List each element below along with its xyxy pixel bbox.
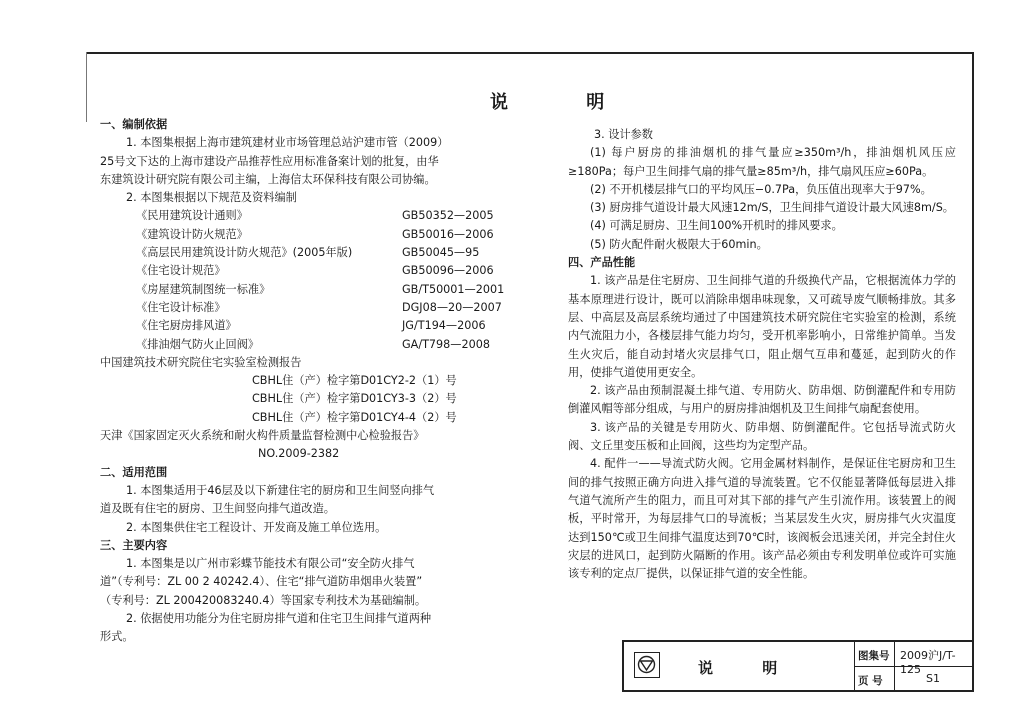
paragraph-line: （专利号：ZL 200420083240.4）等国家专利技术为基础编制。 (100, 593, 427, 607)
reports-list (100, 372, 510, 427)
standard-name: 《住宅设计标准》 (136, 300, 226, 314)
param-item: (2) 不开机楼层排气口的平均风压−0.7Pa，负压值出现率大于97%。 (590, 182, 932, 196)
standard-name: 《排油烟气防火止回阀》 (136, 337, 260, 351)
institute-logo-icon (634, 652, 660, 678)
page-title: 说 明 (490, 92, 641, 113)
paragraph-line: 1. 本图集适用于46层及以下新建住宅的厨房和卫生间竖向排气 (126, 483, 435, 497)
param-item: (4) 可满足厨房、卫生间100%开机时的排风要求。 (590, 219, 843, 233)
standard-code: GA/T798—2008 (402, 337, 490, 351)
param-item: (5) 防火配件耐火极限大于60min。 (590, 237, 768, 251)
drawing-name: 说 明 (698, 659, 800, 677)
standard-row (100, 244, 510, 262)
section-heading-scope: 二、适用范围 (100, 465, 168, 479)
performance-paragraph: 4. 配件一——导流式防火阀。它用金属材料制作，是保证住宅厨房和卫生间的排气按照正确方向进入排气道的导流装置。它不仅能显著降低每层进入排气道气流所产生的阻力，而且可对其下部的排气产生引流作用。该装置上的阀板，平时常开，为每层排气口的导流板；当某层发生火灾，厨房排气火灾温度达到150℃或卫生间排气温度达到70℃时，该阀板会迅速关闭，并完全封住火灾层的进风口，起到防火隔断的作用。该产品必须由专利发明单位或许可实施该专利的定点厂提供，以保证排气道的安全性能。 (568, 457, 956, 581)
standard-code: GB50016—2006 (402, 227, 494, 241)
standard-code: DGJ08—20—2007 (402, 300, 502, 314)
standard-name: 《民用建筑设计通则》 (136, 209, 248, 223)
standard-name: 《住宅设计规范》 (136, 264, 226, 278)
param-heading: 3. 设计参数 (594, 128, 653, 141)
standard-row (100, 262, 510, 280)
paragraph-line: 道及既有住宅的厨房、卫生间竖向排气道改造。 (100, 502, 335, 516)
standard-row (100, 317, 510, 335)
standard-code: GB50045—95 (402, 246, 480, 260)
report-number: CBHL住（产）检字第D01CY4-4（2）号 (252, 410, 457, 424)
section-heading-performance: 四、产品性能 (568, 256, 636, 270)
standard-name: 《建筑设计防火规范》 (136, 227, 248, 241)
standard-code: GB50096—2006 (402, 264, 494, 278)
page-number: S1 (926, 672, 940, 685)
performance-paragraph: 2. 该产品由预制混凝土排气道、专用防火、防串烟、防倒灌配件和专用防倒灌风帽等部分组成，与用户的厨房排油烟机及卫生间排气扇配套使用。 (568, 384, 956, 416)
standard-row (100, 281, 510, 299)
paragraph-line: 25号文下达的上海市建设产品推荐性应用标准备案计划的批复，由华 (100, 154, 439, 168)
paragraph-line: 2. 本图集根据以下规范及资料编制 (126, 191, 297, 205)
left-column (100, 116, 510, 647)
performance-paragraph: 3. 该产品的关键是专用防火、防串烟、防倒灌配件。它包括导流式防火阀、文丘里变压板和止回阀，这些均为定型产品。 (568, 420, 956, 453)
standard-row (100, 336, 510, 354)
frame-right-border (972, 52, 974, 692)
paragraph-line: 1. 本图集根据上海市建筑建材业市场管理总站沪建市管（2009） (126, 136, 449, 150)
atlas-number: 2009沪J/T-125 (900, 649, 956, 676)
section-heading-basis: 一、编制依据 (100, 118, 168, 131)
report-heading: 中国建筑技术研究院住宅实验室检测报告 (100, 355, 302, 369)
standard-code: GB50352—2005 (402, 209, 494, 223)
standard-row (100, 226, 510, 244)
param-item: (1) 每户厨房的排油烟机的排气量应≥350m³/h，排油烟机风压应≥180Pa；每户卫生间排气扇的排气量≥85m³/h，排气扇风压应≥60Pa。 (568, 146, 956, 178)
title-block (622, 640, 974, 692)
section-heading-content: 三、主要内容 (100, 538, 168, 552)
standards-list (100, 207, 510, 353)
right-column (568, 126, 956, 583)
atlas-number-label: 图集号 (858, 650, 890, 662)
report-number: NO.2009-2382 (258, 447, 340, 461)
page-number-label: 页 号 (858, 675, 883, 687)
standard-row (100, 207, 510, 225)
report-number: CBHL住（产）检字第D01CY2-2（1）号 (252, 374, 457, 388)
standard-code: GB/T50001—2001 (402, 282, 505, 296)
paragraph-line: 东建筑设计研究院有限公司主编，上海信太环保科技有限公司协编。 (100, 172, 436, 186)
standard-row (100, 299, 510, 317)
paragraph-line: 天津《国家固定灭火系统和耐火构件质量监督检测中心检验报告》 (100, 429, 425, 443)
standard-name: 《住宅厨房排风道》 (136, 319, 237, 333)
standard-name: 《高层民用建筑设计防火规范》(2005年版) (136, 246, 353, 260)
frame-top-border (86, 52, 974, 54)
param-item: (3) 厨房排气道设计最大风速12m/S，卫生间排气道设计最大风速8m/S。 (590, 201, 954, 215)
performance-paragraph: 1. 该产品是住宅厨房、卫生间排气道的升级换代产品，它根据流体力学的基本原理进行设计，既可以消除串烟串味现象，又可疏导废气顺畅排放。其多层、中高层及高层系统均通过了中国建筑技术研究院住宅实验室的检测，系统内气流阻力小，各楼层排气能力均匀，受开机率影响小，日常维护简单。当发生火灾后，能自动封堵火灾层排气口，阻止烟气互串和蔓延，起到防火的作用，使排气道使用更安全。 (568, 274, 956, 379)
paragraph-line: 形式。 (100, 630, 134, 644)
report-number: CBHL住（产）检字第D01CY3-3（2）号 (252, 392, 457, 406)
paragraph-line: 1. 本图集是以广州市彩蝶节能技术有限公司“安全防火排气 (126, 557, 415, 571)
paragraph-line: 2. 依据使用功能分为住宅厨房排气道和住宅卫生间排气道两种 (126, 612, 432, 626)
frame-left-border (86, 52, 87, 122)
standard-code: JG/T194—2006 (402, 319, 486, 333)
standard-name: 《房屋建筑制图统一标准》 (136, 282, 271, 296)
paragraph-line: 道”（专利号：ZL 00 2 40242.4）、住宅“排气道防串烟串火装置” (100, 575, 423, 589)
paragraph-line: 2. 本图集供住宅工程设计、开发商及施工单位选用。 (126, 520, 387, 534)
